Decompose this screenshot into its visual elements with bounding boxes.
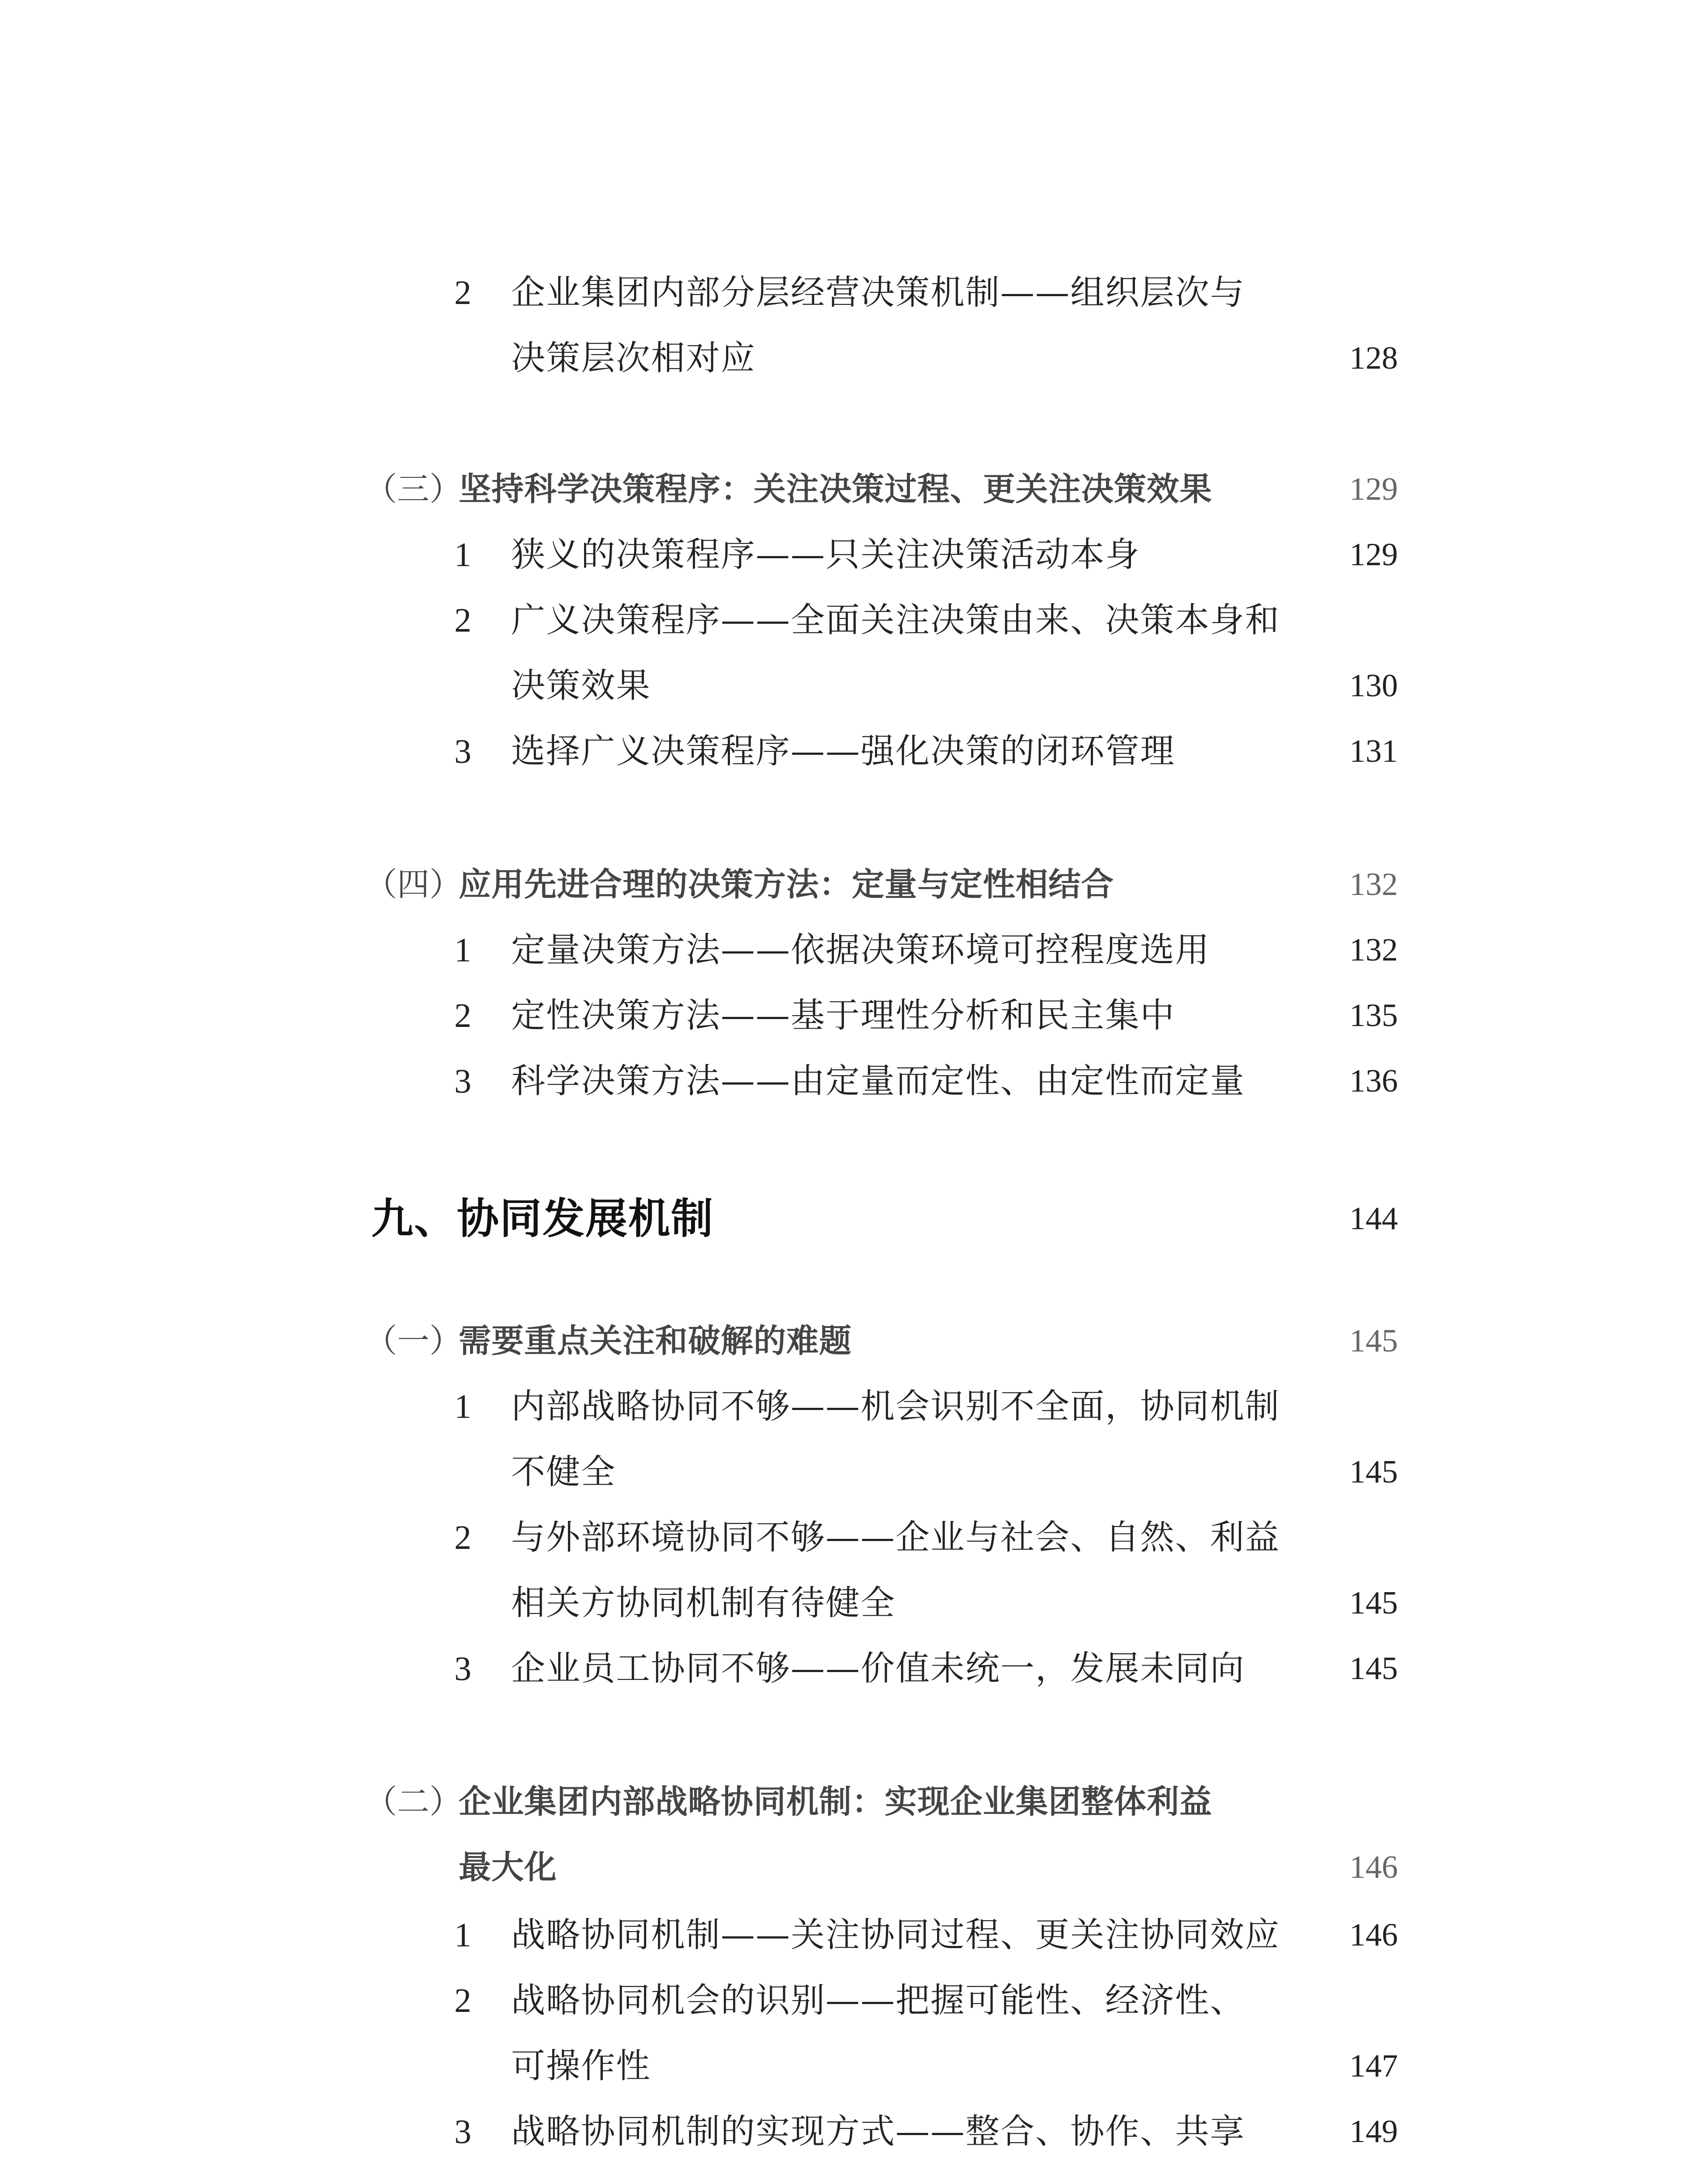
toc-section-9-2 (0, 1767, 1684, 1837)
page-number: 135 (1349, 998, 1398, 1033)
item-title-continued: 不健全 (511, 1452, 616, 1492)
toc-item-8-2-2 (0, 258, 1684, 328)
item-title-continued: 可操作性 (511, 2046, 651, 2086)
item-title: 选择广义决策程序——强化决策的闭环管理 (511, 732, 1176, 771)
page-number: 146 (1349, 1849, 1398, 1885)
toc-item-8-3-2 (0, 585, 1684, 655)
item-number: 2 (454, 601, 471, 639)
page-number: 145 (1349, 1651, 1398, 1686)
item-number: 3 (454, 2112, 471, 2150)
toc-item-9-1-3 (0, 1634, 1684, 1704)
section-title-continued: 最大化 (459, 1849, 557, 1886)
page-number: 147 (1349, 2048, 1398, 2084)
toc-item-9-2-2 (0, 1966, 1684, 2035)
page-number: 149 (1349, 2114, 1398, 2149)
section-title: 企业集团内部战略协同机制：实现企业集团整体利益 (459, 1783, 1212, 1821)
page-number: 130 (1349, 668, 1398, 704)
item-title: 企业员工协同不够——价值未统一，发展未同向 (511, 1649, 1245, 1688)
item-title: 战略协同机会的识别——把握可能性、经济性、 (511, 1981, 1245, 2020)
item-title: 战略协同机制——关注协同过程、更关注协同效应 (511, 1915, 1280, 1955)
toc-item-9-2-2-cont (0, 2031, 1684, 2101)
toc-section-8-4 (0, 850, 1684, 919)
item-number: 1 (454, 1387, 471, 1425)
item-title: 内部战略协同不够——机会识别不全面，协同机制 (511, 1387, 1280, 1426)
section-title: 坚持科学决策程序：关注决策过程、更关注决策效果 (459, 470, 1212, 508)
item-number: 1 (454, 536, 471, 574)
item-number: 2 (454, 996, 471, 1034)
item-title: 定量决策方法——依据决策环境可控程度选用 (511, 930, 1210, 970)
item-title: 战略协同机制的实现方式——整合、协作、共享 (511, 2112, 1245, 2151)
item-number: 3 (454, 1062, 471, 1100)
toc-chapter-9 (0, 1179, 1684, 1258)
item-title: 定性决策方法——基于理性分析和民主集中 (511, 996, 1176, 1035)
item-number: 2 (454, 1518, 471, 1556)
toc-item-9-1-2 (0, 1503, 1684, 1572)
toc-item-8-4-3 (0, 1046, 1684, 1116)
toc-item-9-1-2-cont (0, 1568, 1684, 1638)
page-number: 144 (1349, 1201, 1398, 1237)
item-title-continued: 决策层次相对应 (511, 339, 756, 378)
page-number: 146 (1349, 1917, 1398, 1953)
section-prefix: （三） (365, 470, 462, 508)
section-prefix: （四） (365, 866, 462, 903)
toc-item-8-2-2-cont (0, 323, 1684, 393)
item-number: 1 (454, 1916, 471, 1954)
item-number: 2 (454, 1981, 471, 2019)
page-number: 136 (1349, 1063, 1398, 1099)
toc-item-9-2-1 (0, 1900, 1684, 1970)
toc-section-9-1 (0, 1306, 1684, 1376)
toc-item-9-1-1 (0, 1372, 1684, 1441)
toc-item-8-4-1 (0, 915, 1684, 985)
toc-item-8-4-2 (0, 981, 1684, 1051)
section-prefix: （一） (365, 1322, 462, 1360)
page-number: 129 (1349, 471, 1398, 507)
toc-item-8-3-3 (0, 716, 1684, 786)
item-title: 科学决策方法——由定量而定性、由定性而定量 (511, 1061, 1245, 1101)
page-number: 131 (1349, 733, 1398, 769)
item-title: 狭义的决策程序——只关注决策活动本身 (511, 535, 1141, 574)
item-number: 2 (454, 273, 471, 311)
toc-item-8-3-1 (0, 520, 1684, 590)
toc-item-9-1-1-cont (0, 1437, 1684, 1507)
toc-item-8-3-2-cont (0, 651, 1684, 721)
page-number: 132 (1349, 932, 1398, 968)
section-title: 需要重点关注和破解的难题 (459, 1322, 852, 1360)
toc-section-8-3 (0, 454, 1684, 524)
item-number: 3 (454, 732, 471, 770)
toc-section-9-2-cont (0, 1832, 1684, 1902)
chapter-title: 九、协同发展机制 (371, 1194, 714, 1243)
section-title: 应用先进合理的决策方法：定量与定性相结合 (459, 866, 1114, 903)
item-number: 1 (454, 931, 471, 969)
page-number: 132 (1349, 867, 1398, 902)
item-title-continued: 相关方协同机制有待健全 (511, 1583, 896, 1623)
item-title: 企业集团内部分层经营决策机制——组织层次与 (511, 273, 1245, 312)
page-number: 145 (1349, 1585, 1398, 1621)
page-number: 145 (1349, 1323, 1398, 1359)
page-number: 129 (1349, 537, 1398, 573)
item-number: 3 (454, 1649, 471, 1687)
page-number: 145 (1349, 1454, 1398, 1490)
toc-item-9-2-3 (0, 2097, 1684, 2167)
item-title: 与外部环境协同不够——企业与社会、自然、利益 (511, 1518, 1280, 1557)
item-title: 广义决策程序——全面关注决策由来、决策本身和 (511, 601, 1280, 640)
section-prefix: （二） (365, 1783, 462, 1821)
page-number: 128 (1349, 340, 1398, 376)
item-title-continued: 决策效果 (511, 666, 651, 705)
